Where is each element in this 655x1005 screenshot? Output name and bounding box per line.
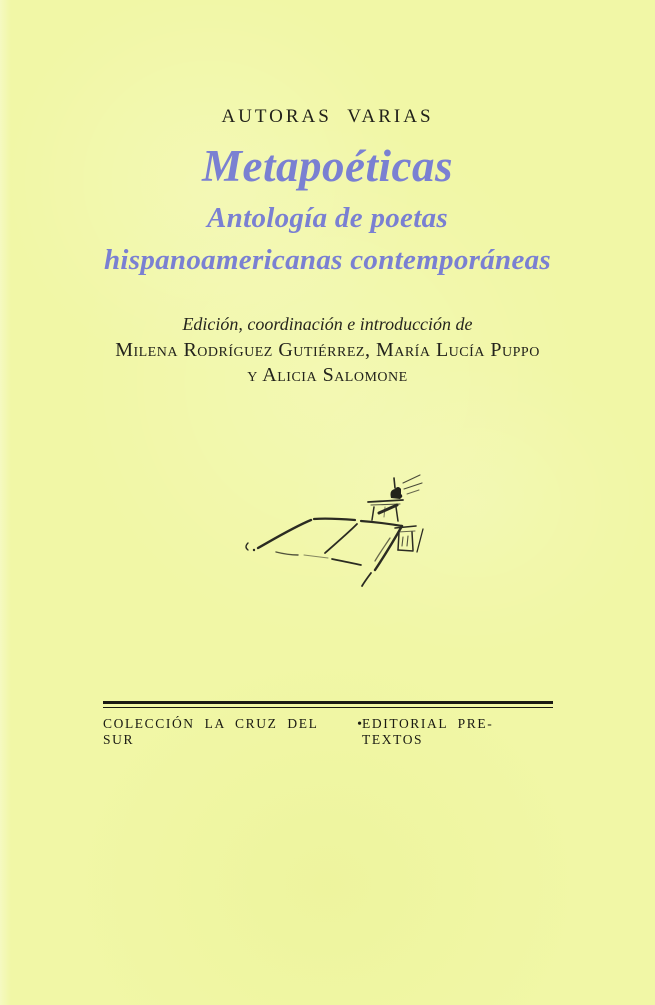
editors-names	[0, 338, 655, 388]
subtitle-line-1: Antología de poetas	[207, 202, 448, 234]
editors-line-1: Milena Rodríguez Gutiérrez, María Lucía Puppo	[115, 339, 540, 361]
separator-dot: •	[357, 717, 363, 732]
subtitle-line-2: hispanoamericanas contemporáneas	[103, 244, 552, 276]
collection-name: COLECCIÓN LA CRUZ DEL SUR	[103, 716, 318, 747]
publisher-name: EDITORIAL PRE-TEXTOS	[362, 716, 494, 747]
book-title: Metapoéticas	[202, 141, 453, 191]
footer-double-rule	[103, 701, 553, 708]
author-line: AUTORAS VARIAS	[221, 106, 434, 127]
footer	[103, 716, 553, 748]
ink-sketch-illustration	[240, 458, 450, 596]
book-subtitle	[0, 197, 655, 281]
editors-line-2: y Alicia Salomone	[247, 364, 408, 386]
credit-intro: Edición, coordinación e introducción de	[182, 314, 473, 334]
